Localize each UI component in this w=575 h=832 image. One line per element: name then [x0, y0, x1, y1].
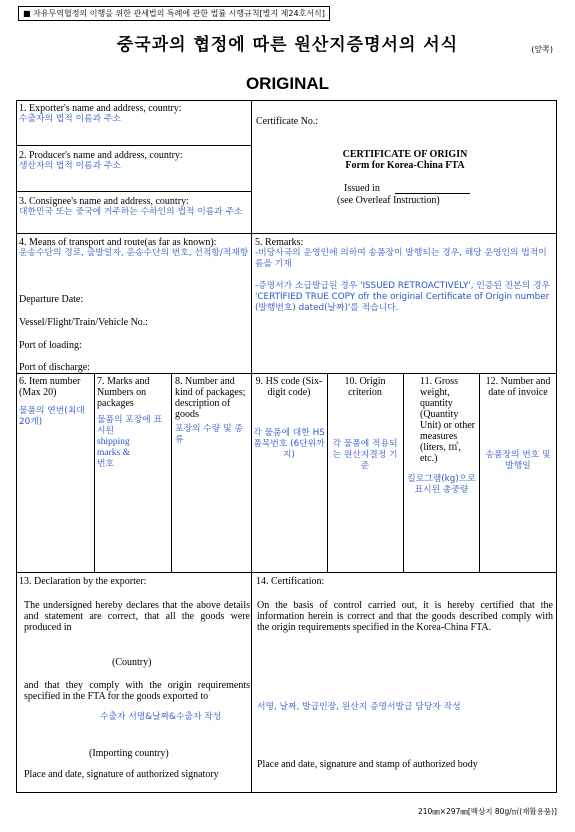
- col-origin-criterion-label: 10. Origin criterion: [344, 376, 386, 398]
- remarks-box[interactable]: [255, 237, 554, 314]
- page-title: 중국과의 협정에 따른 원산지증명서의 서식: [116, 35, 459, 55]
- exporter-note: 수출자의 법적 이름과 주소: [19, 114, 121, 124]
- col-gross-weight-label: 11. Gross weight, quantity (Quantity Unit) or other measures (liters, ㎥, etc.): [420, 376, 475, 464]
- col-marks[interactable]: [97, 376, 170, 470]
- col-invoice-label: 12. Number and date of invoice: [485, 376, 551, 398]
- declaration-text-1: The undersigned hereby declares that the above details and statement are correct, that all the goods were produced in: [24, 600, 250, 633]
- departure-date-label: Departure Date:: [19, 294, 84, 305]
- certificate-block: [256, 116, 554, 127]
- col-item-number-label: 6. Item number (Max 20): [19, 376, 81, 398]
- original-label: ORIGINAL: [245, 74, 330, 93]
- declaration-note: 수출자 서명&날짜&수출자 작성: [100, 712, 222, 722]
- remarks-label: 5. Remarks:: [255, 237, 304, 248]
- country-placeholder: (Country): [112, 657, 152, 668]
- legal-note: ■ 자유무역협정의 이행을 위한 관세법의 특례에 관한 법률 시행규칙[별지 제24호서식]: [18, 6, 330, 21]
- col-hs-code[interactable]: [253, 376, 325, 461]
- col-invoice-note: 송품장의 번호 및 발행일: [485, 450, 551, 471]
- col-packages[interactable]: [175, 376, 250, 446]
- declaration-text-2: and that they comply with the origin requirements specified in the FTA for the goods exported to: [24, 680, 250, 702]
- producer-label: 2. Producer's name and address, country:: [19, 150, 183, 161]
- col-invoice[interactable]: [482, 376, 554, 472]
- consignee-box[interactable]: [19, 196, 249, 218]
- declaration-box[interactable]: [19, 576, 249, 587]
- certificate-no-label: Certificate No.:: [256, 116, 319, 127]
- certification-note: 서명, 날짜, 발급인장, 원산지 증명서발급 담당자 작성: [257, 702, 461, 712]
- issued-in-label: Issued in: [344, 183, 380, 194]
- producer-note: 생산자의 법적 이름과 주소: [19, 161, 121, 171]
- remarks-note-1: -비당사국의 운영인에 의하여 송품장이 발행되는 경우, 해당 운영인의 법적이름을 기재: [255, 248, 547, 269]
- col-packages-note: 포장의 수량 및 종류: [175, 424, 243, 445]
- transport-box[interactable]: [19, 237, 249, 259]
- form-side-label: (앞쪽): [531, 45, 553, 54]
- overleaf-note: (see Overleaf Instruction): [337, 195, 440, 206]
- exporter-box[interactable]: [19, 103, 249, 125]
- col-hs-code-note: 각 물품에 대한 HS 품목번호 (6단위까지): [253, 428, 325, 460]
- col-item-number[interactable]: [19, 376, 93, 428]
- vessel-label: Vessel/Flight/Train/Vehicle No.:: [19, 317, 149, 328]
- exporter-label: 1. Exporter's name and address, country:: [19, 103, 182, 114]
- port-discharge-label: Port of discharge:: [19, 362, 90, 373]
- declaration-place-date: Place and date, signature of authorized signatory: [24, 769, 219, 780]
- col-origin-criterion[interactable]: [329, 376, 401, 472]
- col-marks-note-3: 번호: [97, 459, 114, 469]
- certificate-heading: [255, 149, 555, 171]
- col-gross-weight-note: 킬로그램(kg)으로 표시된 총중량: [407, 474, 476, 495]
- certificate-heading-2: Form for Korea-China FTA: [345, 160, 465, 171]
- importing-country-placeholder: (Importing country): [89, 748, 169, 759]
- transport-note: 운송수단의 경로, 출발일자, 운송수단의 번호, 선적항/적재항: [19, 248, 249, 258]
- consignee-label: 3. Consignee's name and address, country:: [19, 196, 189, 207]
- certification-title: 14. Certification:: [256, 576, 325, 587]
- col-marks-note-2: shipping marks &: [97, 437, 130, 458]
- col-origin-criterion-note: 각 물품에 적용되는 원산지결정 기준: [332, 439, 398, 471]
- col-hs-code-label: 9. HS code (Six-digit code): [255, 376, 323, 398]
- paper-spec: 210㎜×297㎜[백상지 80g/㎡(재활용품)]: [417, 807, 557, 816]
- col-packages-label: 8. Number and kind of packages; description of goods: [175, 376, 246, 420]
- certification-text: On the basis of control carried out, it is hereby certified that the information herein is correct and that the goods described comply with the origin requirements specified in the Korea-China FTA.: [257, 600, 553, 633]
- port-loading-label: Port of loading:: [19, 340, 82, 351]
- remarks-note-2: -증명서가 소급발급된 경우 'ISSUED RETROACTIVELY', 인증된 진본의 경우 'CERTIFIED TRUE COPY ofr the original Certificate of Origin number (발행번호) dated(날짜)'를 적습니다.: [255, 281, 550, 313]
- col-item-number-note: 물품의 연번(최대 20개): [19, 406, 85, 427]
- transport-label: 4. Means of transport and route(as far as known):: [19, 237, 217, 248]
- producer-box[interactable]: [19, 150, 249, 172]
- certificate-heading-1: CERTIFICATE OF ORIGIN: [342, 149, 468, 160]
- certification-place-date: Place and date, signature and stamp of authorized body: [257, 759, 478, 770]
- consignee-note: 대한민국 또는 중국에 거주하는 수하인의 법적 이름과 주소: [19, 207, 243, 217]
- col-gross-weight[interactable]: [406, 376, 477, 496]
- col-marks-note-1: 물품의 포장에 표시된: [97, 415, 163, 436]
- declaration-title: 13. Declaration by the exporter:: [19, 576, 147, 587]
- certification-box[interactable]: [256, 576, 554, 587]
- col-marks-label: 7. Marks and Numbers on packages: [97, 376, 150, 409]
